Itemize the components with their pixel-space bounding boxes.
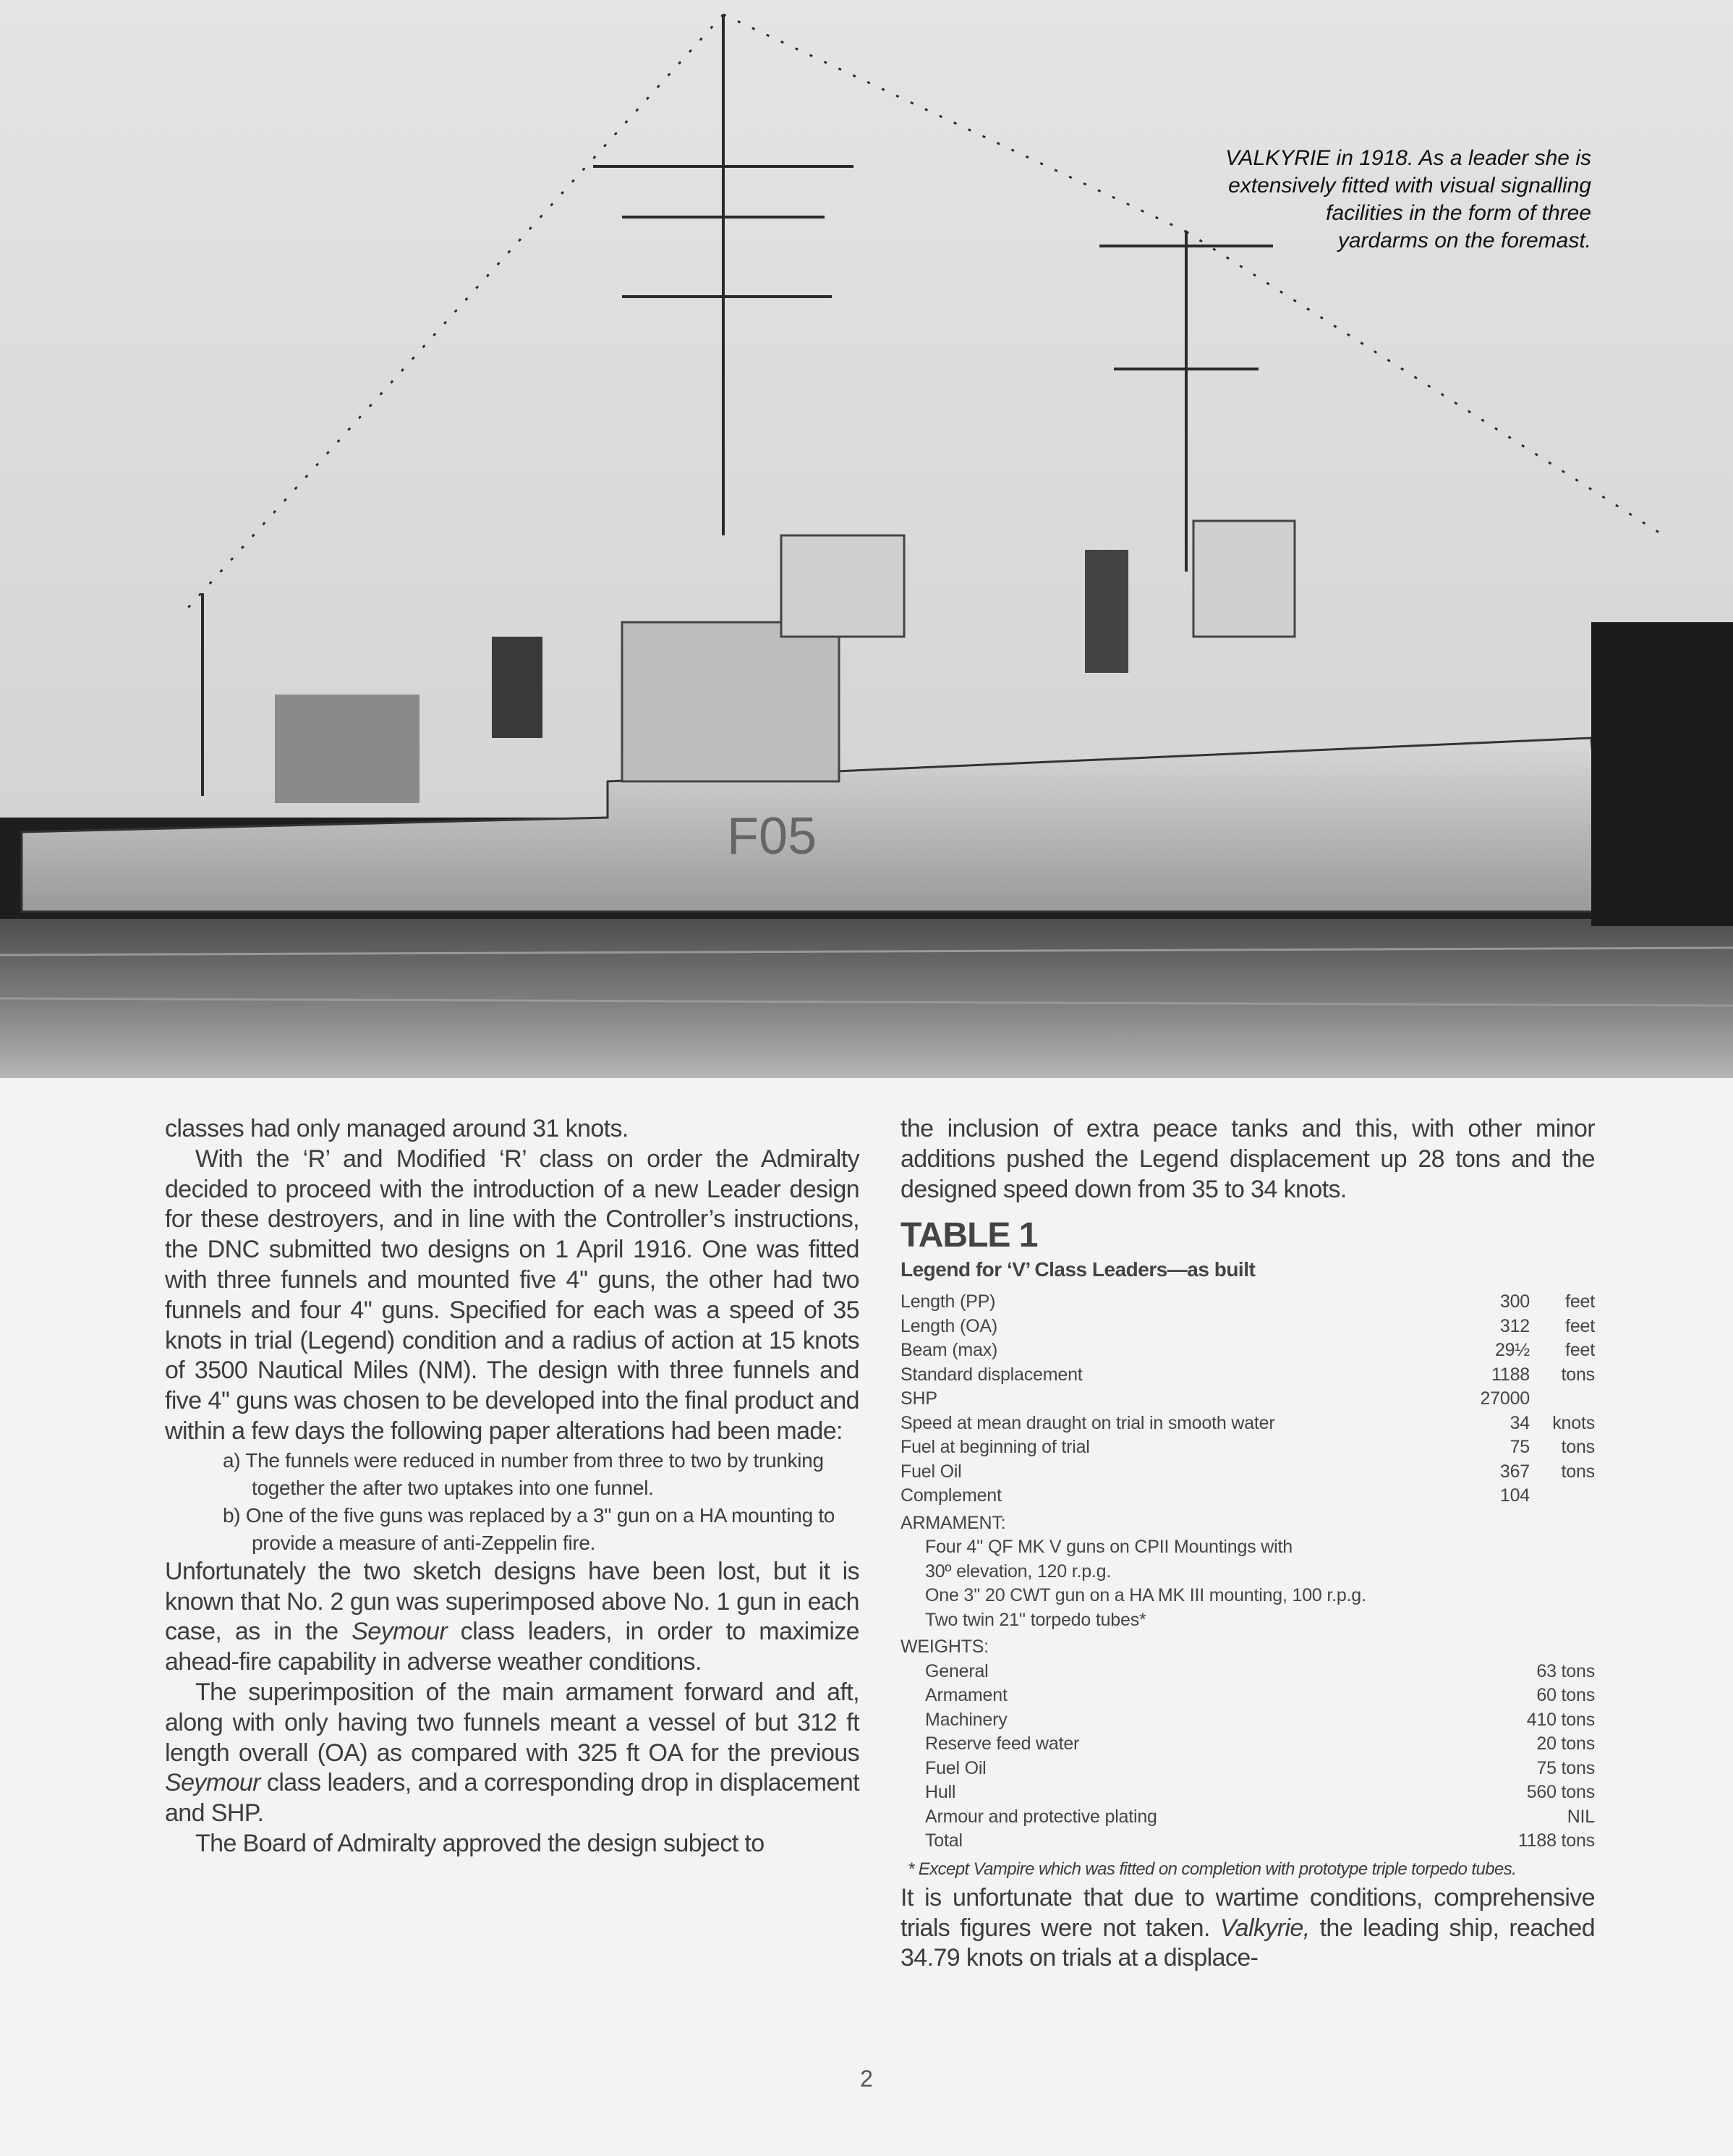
row-value: 1188: [1491, 1364, 1530, 1385]
row-unit: tons: [1561, 1364, 1595, 1385]
row-unit: tons: [1561, 1437, 1595, 1458]
caption-line: VALKYRIE in 1918. As a leader she is: [1225, 146, 1591, 170]
text: The superimposition of the main armament forward and aft, along with only having two funnels meant a vessel of but 312 ft length overall (OA) as compared with 325 ft OA for the previous: [165, 1678, 859, 1767]
armament-line: 30º elevation, 120 r.p.g.: [925, 1561, 1112, 1582]
weight-label: General: [925, 1660, 989, 1681]
paragraph: [165, 1678, 859, 1829]
row-value: 75: [1510, 1437, 1530, 1458]
row-unit: [1530, 1387, 1595, 1412]
table-title: TABLE 1: [900, 1216, 1038, 1255]
legend-table: [900, 1290, 1595, 1854]
row-label: Length (PP): [900, 1291, 996, 1312]
weight-label: Hull: [925, 1782, 956, 1803]
text: Unfortunately the two sketch designs have been lost, but it is known that No. 2 gun was superimposed above No. 1 gun in each case, as in the: [165, 1557, 859, 1646]
text: It is unfortunate that due to wartime conditions, comprehensive trials figures were not taken.: [900, 1883, 1595, 1942]
armament-heading: ARMAMENT:: [900, 1512, 1006, 1533]
paragraph: classes had only managed around 31 knots.: [165, 1115, 629, 1142]
table-row: [900, 1484, 1595, 1508]
text: class leaders, in order to maximize ahead-fire capability in adverse weather conditions.: [165, 1618, 859, 1676]
table-row: [900, 1315, 1595, 1339]
row-unit: [1530, 1484, 1595, 1508]
armament-line: Four 4'' QF MK V guns on CPII Mountings with: [925, 1537, 1293, 1558]
left-text-column: [165, 1114, 859, 1859]
table-subtitle: Legend for ‘V’ Class Leaders—as built: [900, 1258, 1256, 1281]
weight-label: Total: [925, 1830, 963, 1851]
weight-value: 560 tons: [1526, 1782, 1595, 1803]
weight-row: [900, 1757, 1595, 1781]
table-row: [900, 1460, 1595, 1485]
photo-caption: [1128, 145, 1591, 255]
list-item: b) One of the five guns was replaced by a 3'' gun on a HA mounting to provide a measure of anti-Zeppelin fire.: [223, 1503, 835, 1554]
weight-value: 410 tons: [1526, 1709, 1595, 1730]
row-label: Complement: [900, 1485, 1002, 1506]
text: the leading ship, reached 34.79 knots on trials at a displace-: [900, 1914, 1596, 1972]
row-unit: tons: [1561, 1461, 1595, 1482]
row-unit: feet: [1565, 1340, 1595, 1361]
table-row: [900, 1412, 1595, 1436]
caption-line: extensively fitted with visual signalling: [1228, 174, 1591, 198]
row-unit: knots: [1552, 1412, 1595, 1433]
row-label: SHP: [900, 1388, 937, 1409]
row-value: 312: [1499, 1315, 1530, 1336]
row-value: 27000: [1480, 1388, 1530, 1409]
weight-value: 60 tons: [1536, 1685, 1595, 1706]
weight-value: 63 tons: [1536, 1660, 1595, 1681]
armament-line: One 3'' 20 CWT gun on a HA MK III mounting, 100 r.p.g.: [925, 1585, 1366, 1606]
list-item: a) The funnels were reduced in number from three to two by trunking together the after two uptakes into one funnel.: [223, 1448, 824, 1499]
caption-line: facilities in the form of three: [1326, 201, 1591, 225]
row-value: 300: [1499, 1291, 1530, 1312]
table-row: [900, 1435, 1595, 1460]
weight-row: [900, 1805, 1595, 1830]
weight-label: Armament: [925, 1685, 1008, 1706]
table-row: [900, 1338, 1595, 1363]
weight-label: Machinery: [925, 1709, 1008, 1730]
row-value: 29½: [1494, 1340, 1530, 1361]
weight-row: [900, 1708, 1595, 1733]
caption-line: yardarms on the foremast.: [1337, 229, 1591, 252]
weight-label: Armour and protective plating: [925, 1806, 1157, 1827]
weight-value: 75 tons: [1536, 1757, 1595, 1778]
row-unit: feet: [1565, 1291, 1595, 1312]
row-label: Fuel Oil: [900, 1461, 962, 1482]
row-label: Length (OA): [900, 1315, 997, 1336]
page-number: 2: [860, 2066, 873, 2092]
armament-line: Two twin 21'' torpedo tubes*: [925, 1609, 1146, 1630]
row-value: 34: [1510, 1412, 1530, 1433]
weight-value: 20 tons: [1536, 1733, 1595, 1754]
hull-marking: F05: [727, 807, 817, 865]
spec-rows: [900, 1290, 1595, 1508]
weight-rows: [900, 1660, 1595, 1854]
weight-value: NIL: [1567, 1806, 1595, 1827]
weight-row: [900, 1660, 1595, 1684]
paragraph: the inclusion of extra peace tanks and this, with other minor additions pushed the Legend displacement up 28 tons and the designed speed down from 35 to 34 knots.: [900, 1115, 1595, 1203]
ship-class-name: Seymour: [352, 1618, 448, 1646]
text: class leaders, and a corresponding drop in displacement and SHP.: [165, 1769, 859, 1828]
weight-row: [900, 1732, 1595, 1757]
weight-label: Fuel Oil: [925, 1757, 987, 1778]
weight-row: [900, 1781, 1595, 1805]
weights-heading: WEIGHTS:: [900, 1637, 989, 1658]
table-row: [900, 1387, 1595, 1412]
row-label: Fuel at beginning of trial: [900, 1437, 1090, 1458]
weight-row: [900, 1829, 1595, 1854]
ship-name: Valkyrie,: [1219, 1914, 1310, 1942]
paragraph: [165, 1557, 859, 1678]
alterations-list: [165, 1447, 859, 1557]
paragraph: With the ‘R’ and Modified ‘R’ class on order the Admiralty decided to proceed with the introduction of a new Leader design for these destroyers, and in line with the Controller’s instructions, the DNC submitted two designs on 1 April 1916. One was fitted with three funnels and mounted five 4'' guns, the other had two funnels and four 4'' guns. Specified for each was a speed of 35 knots in trial (Legend) condition and a radius of action at 15 knots of 3500 Nautical Miles (NM). The design with three funnels and five 4'' guns was chosen to be developed into the final product and within a few days the following paper alterations had been made:: [165, 1145, 859, 1445]
row-label: Standard displacement: [900, 1364, 1083, 1385]
ship-class-name: Seymour: [165, 1769, 260, 1797]
weight-value: 1188 tons: [1517, 1830, 1595, 1851]
row-unit: feet: [1565, 1315, 1595, 1336]
row-label: Speed at mean draught on trial in smooth water: [900, 1412, 1275, 1433]
row-value: 367: [1499, 1461, 1530, 1482]
table-row: [900, 1363, 1595, 1388]
weight-label: Reserve feed water: [925, 1733, 1080, 1754]
right-text-column: [900, 1114, 1595, 1974]
row-label: Beam (max): [900, 1340, 998, 1361]
row-value: 104: [1499, 1485, 1530, 1506]
weight-row: [900, 1684, 1595, 1708]
table-row: [900, 1290, 1595, 1315]
table-footnote: * Except Vampire which was fitted on completion with prototype triple torpedo tubes.: [908, 1859, 1517, 1879]
paragraph: The Board of Admiralty approved the design subject to: [195, 1829, 765, 1857]
paragraph: [900, 1883, 1595, 1974]
